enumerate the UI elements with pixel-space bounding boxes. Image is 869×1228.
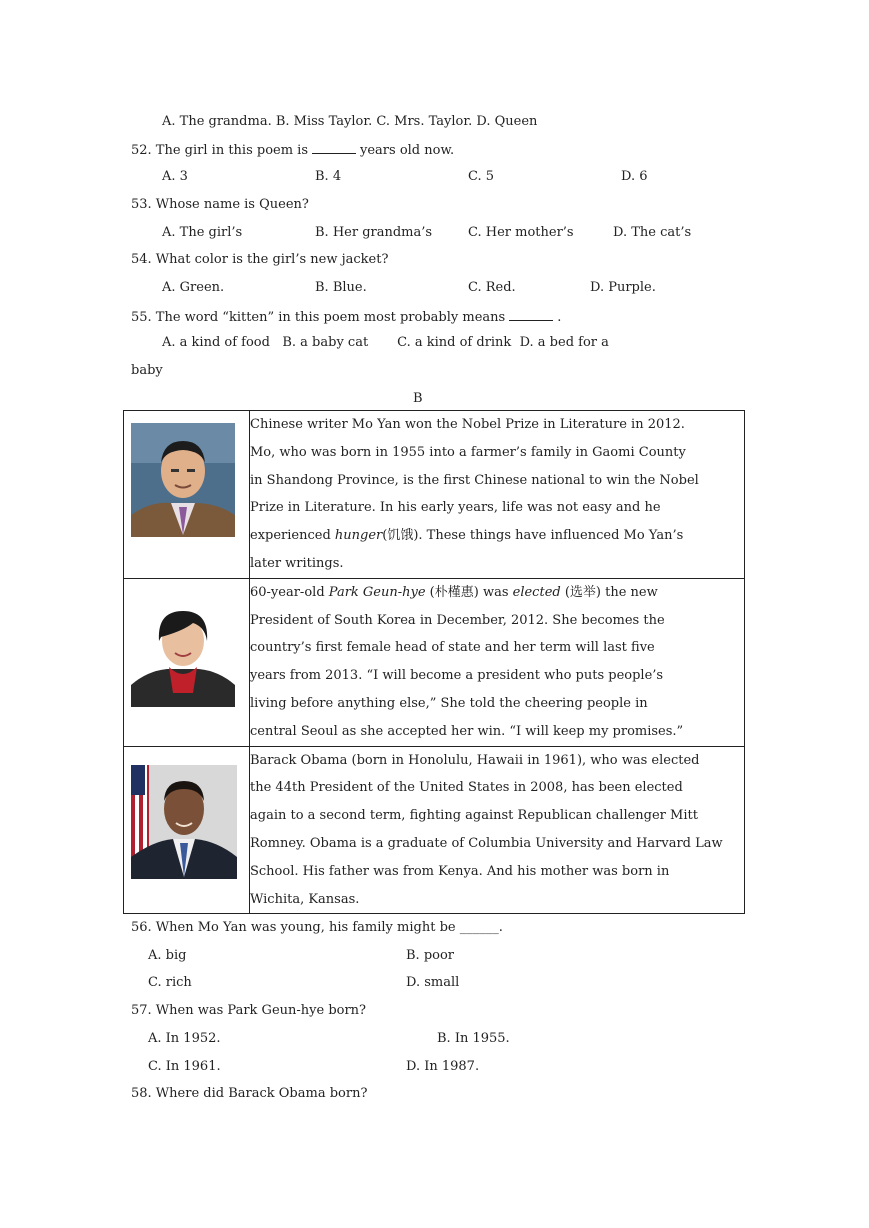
park-line-4: years from 2013. “I will become a president who puts people’s	[250, 668, 664, 684]
q52-option-a: A. 3	[162, 169, 188, 184]
q55-stem	[131, 308, 561, 326]
q57-option-b: B. In 1955.	[437, 1031, 510, 1046]
park-name-word: Park Geun-hye	[328, 584, 426, 600]
q52-stem	[131, 141, 454, 159]
park-line-1	[250, 579, 744, 607]
park-line-1-end: (选举) the new	[560, 584, 658, 600]
q56-option-d: D. small	[406, 975, 460, 990]
q57-stem: 57. When was Park Geun-hye born?	[131, 1003, 367, 1018]
q54-option-a: A. Green.	[162, 280, 225, 295]
park-line-2: President of South Korea in December, 2012. She becomes the	[250, 612, 665, 628]
q53-option-d: D. The cat’s	[613, 225, 692, 240]
obama-line-5: School. His father was from Kenya. And his mother was born in	[250, 863, 670, 879]
photo-cell	[124, 578, 250, 746]
q52-option-d: D. 6	[621, 169, 648, 184]
obama-text	[250, 746, 745, 914]
table-row-obama	[124, 746, 745, 914]
table-row-mo-yan	[124, 411, 745, 579]
mo-yan-line-5-end: (饥饿). These things have influenced Mo Yan’s	[382, 528, 684, 544]
obama-line-1: Barack Obama (born in Honolulu, Hawaii in 1961), who was elected	[250, 752, 700, 768]
q53-option-a: A. The girl’s	[162, 225, 243, 240]
q58-stem: 58. Where did Barack Obama born?	[131, 1086, 368, 1101]
q52-option-b: B. 4	[315, 169, 342, 184]
q53-stem: 53. Whose name is Queen?	[131, 197, 309, 212]
q53-option-b: B. Her grandma’s	[315, 225, 433, 240]
obama-photo	[131, 765, 237, 879]
photo-cell	[124, 411, 250, 579]
mo-yan-line-1: Chinese writer Mo Yan won the Nobel Prize in Literature in 2012.	[250, 417, 685, 432]
q57-option-a: A. In 1952.	[148, 1031, 221, 1046]
q51-options: A. The grandma. B. Miss Taylor. C. Mrs. Taylor. D. Queen	[162, 114, 538, 129]
mo-yan-line-2: Mo, who was born in 1955 into a farmer’s family in Gaomi County	[250, 444, 686, 460]
mo-yan-line-4: Prize in Literature. In his early years, life was not easy and he	[250, 500, 661, 516]
q55-stem-end: .	[557, 310, 562, 325]
q57-option-d: D. In 1987.	[406, 1059, 480, 1074]
table-row-park-geun-hye	[124, 578, 745, 746]
elected-word: elected	[512, 584, 561, 600]
park-geun-hye-text	[250, 578, 745, 746]
mo-yan-photo	[131, 423, 235, 537]
photo-cell	[124, 746, 250, 914]
park-line-1-mid: (朴槿惠) was	[425, 584, 513, 600]
q56-option-c: C. rich	[148, 975, 192, 990]
q55-blank	[509, 308, 553, 321]
park-line-6: central Seoul as she accepted her win. “I will keep my promises.”	[250, 723, 684, 739]
mo-yan-line-6: later writings.	[250, 555, 344, 571]
q54-option-d: D. Purple.	[590, 280, 656, 295]
q55-stem-start: 55. The word “kitten” in this poem most probably means	[131, 310, 506, 325]
q53-option-c: C. Her mother’s	[468, 225, 574, 240]
park-geun-hye-photo	[131, 601, 235, 715]
obama-line-4: Romney. Obama is a graduate of Columbia University and Harvard Law	[250, 835, 723, 851]
obama-line-2: the 44th President of the United States in 2008, has been elected	[250, 780, 683, 796]
obama-line-3: again to a second term, fighting against Republican challenger Mitt	[250, 808, 698, 824]
q54-stem: 54. What color is the girl’s new jacket?	[131, 252, 389, 267]
mo-yan-line-3: in Shandong Province, is the first Chinese national to win the Nobel	[250, 472, 699, 488]
q54-option-c: C. Red.	[468, 280, 516, 295]
section-label: B	[413, 391, 423, 406]
q56-option-b: B. poor	[406, 948, 455, 963]
park-line-1-start: 60-year-old	[250, 584, 329, 600]
q52-blank	[312, 141, 356, 154]
mo-yan-line-5	[250, 522, 744, 550]
profiles-table	[123, 410, 745, 914]
q55-options-continued: baby	[131, 363, 163, 378]
q54-option-b: B. Blue.	[315, 280, 367, 295]
q52-option-c: C. 5	[468, 169, 495, 184]
q55-options: A. a kind of food B. a baby cat C. a kind of drink D. a bed for a	[162, 335, 609, 350]
q52-stem-end: years old now.	[360, 143, 455, 158]
q57-option-c: C. In 1961.	[148, 1059, 221, 1074]
park-line-5: living before anything else,” She told the cheering people in	[250, 695, 648, 711]
q52-stem-start: 52. The girl in this poem is	[131, 143, 309, 158]
obama-line-6: Wichita, Kansas.	[250, 891, 360, 907]
park-line-3: country’s first female head of state and her term will last five	[250, 640, 655, 656]
mo-yan-line-5-start: experienced	[250, 528, 335, 544]
hunger-word: hunger	[334, 528, 383, 544]
mo-yan-text	[250, 411, 745, 579]
q56-option-a: A. big	[148, 948, 187, 963]
q56-stem: 56. When Mo Yan was young, his family might be ______.	[131, 920, 503, 935]
